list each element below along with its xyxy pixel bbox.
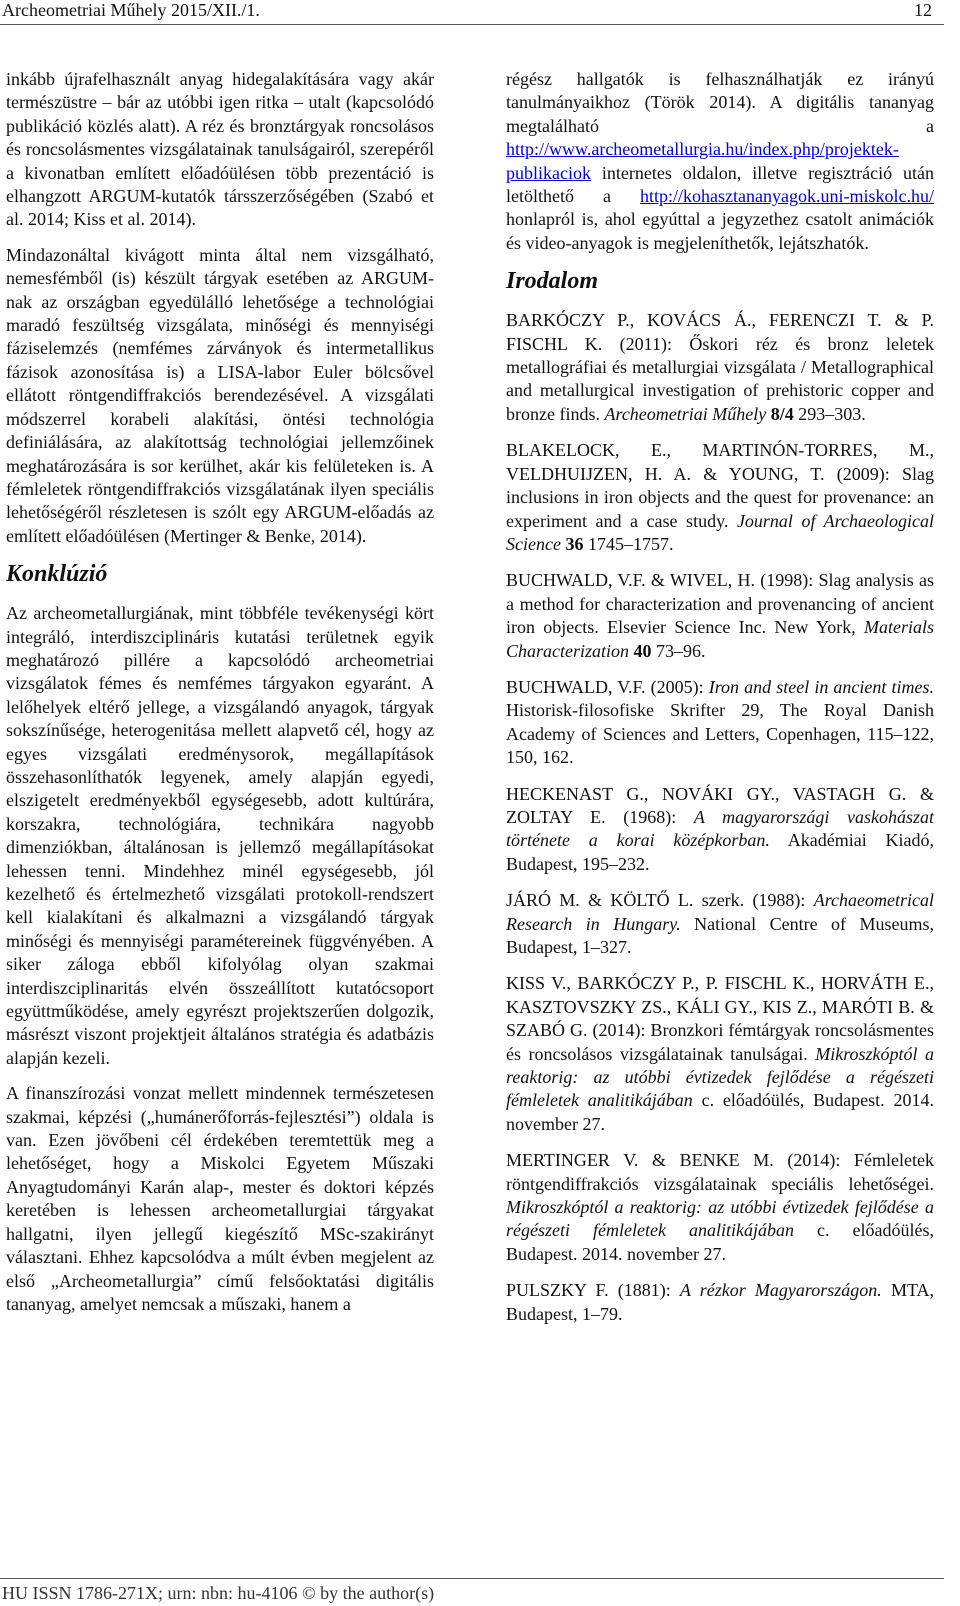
intro-text: honlapról is, ahol egyúttal a jegyzethez csatolt animációk és video-anyagok is megjeleníthetők, lejátszhatók. (506, 209, 934, 253)
reference-item (506, 1149, 934, 1266)
reference-volume: 36 (560, 533, 584, 554)
reference-source: Mikroszkóptól a reaktorig: az utóbbi évtizedek fejlődése a régészeti fémleletek analitikájában (506, 1043, 934, 1111)
journal-title: Archeometriai Műhely 2015/XII./1. (2, 0, 260, 20)
body-paragraph (506, 68, 934, 255)
page-number: 12 (914, 0, 932, 20)
reference-text: KISS V., BARKÓCZY P., P. FISCHL K., HORVÁTH E., KASZTOVSZKY ZS., KÁLI GY., KIS Z., MARÓTI B. & SZABÓ G. (2014): Bronzkori fémtárgyak roncsolásmentes és roncsolásos vizsgálatainak tanulságai. (506, 973, 934, 1064)
reference-item (506, 889, 934, 959)
body-paragraph: Az archeometallurgiának, mint többféle tevékenységi kört integráló, interdiszciplináris kutatási területnek egyik meghatározó pillére a kapcsolódó archeometriai vizsgálatok fémes és nemfémes tárgyakon egyaránt. A lelőhelyek eltérő jellege, a vizsgálandó anyagok, tárgyak sokszínűsége, heterogenitása mellett alapvető cél, hogy az egyes vizsgálati eredménysorok, megállapítások összehasonlíthatók legyenek, amely alapján egyedi, elszigetelt eredményekből egységesebb, adott kultúrára, korszakra, technológiára, technikára nagyobb dimenziókban, általánosan is jellemző megállapításokat lehessen tenni. Mindehhez minél egységesebb, jól kezelhető és értelmezhető vizsgálati protokoll-rendszert kell kialakítani és alkalmazni a vizsgálandó tárgyak minőségi és mennyiségi paramétereinek függvényében. A siker záloga ebből kifolyólag olyan szakmai interdiszciplinaritás elvén összeállított kutatócsoport együttműködése, amely egyrészt projektszerűen dolgozik, másrészt viszont projektjeit általános stratégia és adatbázis alapján kezeli. (6, 603, 434, 1068)
reference-list (506, 309, 934, 1326)
reference-item (506, 309, 934, 426)
reference-item (506, 676, 934, 770)
reference-pages: 73–96. (651, 640, 706, 661)
page-footer (0, 1578, 944, 1606)
reference-pages: Historisk-filosofiske Skrifter 29, The Royal Danish Academy of Sciences and Letters, Copenhagen, 115–122, 150, 162. (506, 700, 934, 768)
intro-text: régész hallgatók is felhasználhatják ez irányú tanulmányaikhoz (Török 2014). A digitális tananyag megtalálható a (506, 69, 934, 136)
reference-pages: 1745–1757. (583, 533, 674, 554)
right-column (506, 68, 934, 1339)
reference-pages: c. előadóülés, Budapest. 2014. november 27. (506, 1220, 934, 1264)
reference-item (506, 783, 934, 877)
reference-text: BUCHWALD, V.F. (2005): (506, 676, 709, 697)
reference-pages: National Centre of Museums, Budapest, 1–327. (506, 913, 934, 957)
archeometallurgia-link[interactable]: http://www.archeometallurgia.hu/index.php/projektek-publikaciok (506, 139, 899, 183)
reference-item (506, 569, 934, 663)
reference-volume: 40 (629, 640, 652, 661)
reference-text: JÁRÓ M. & KÖLTŐ L. szerk. (1988): (506, 890, 814, 911)
reference-text: HECKENAST G., NOVÁKI GY., VASTAGH G. & ZOLTAY E. (1968): (506, 783, 934, 827)
reference-source: Iron and steel in ancient times. (708, 676, 934, 697)
section-heading-references: Irodalom (506, 268, 599, 295)
body-paragraph: inkább újrafelhasznált anyag hidegalakítására vagy akár természüstre – bár az utóbbi igen ritka – utalt (kapcsolódó publikáció közlés alatt). A réz és bronztárgyak roncsolásos és roncsolásmentes vizsgálatainak tanulságairól, szerepéről a kivonatban említett előadóülésen több prezentáció is elhangzott ARGUM-kutatók társszerzőségében (Szabó et al. 2014; Kiss et al. 2014). (6, 69, 434, 230)
page-header (0, 0, 944, 25)
reference-pages: MTA, Budapest, 1–79. (506, 1280, 934, 1324)
reference-pages: 293–303. (793, 403, 866, 424)
reference-item (506, 1279, 934, 1326)
reference-source: A magyarországi vaskohászat története a korai középkorban. (506, 806, 934, 851)
intro-text: internetes oldalon, illetve regisztráció után letölthető a (506, 162, 934, 207)
reference-source: A rézkor Magyarországon. (679, 1280, 882, 1301)
reference-volume: 8/4 (766, 403, 794, 424)
body-paragraph: Mindazonáltal kivágott minta által nem vizsgálható, nemesfémből (is) készült tárgyak esetében az ARGUM-nak az országban egyedülálló lehetősége a technológiai maradó feszültség vizsgálata, minőségi és mennyiségi fáziselemzés (nemfémes zárványok és intermetallikus fázisok azonosítása is) a LISA-labor Euler bölcsővel ellátott röntgendiffrakciós berendezésével. A vizsgálati módszerrel korabeli alakítási, öntési technológia definiálására, az alakítottság technológiai jellemzőinek meghatározására is sor kerülhet, akár kis felületeken is. A fémleletek röntgendiffrakciós vizsgálatának ilyen speciális lehetőségéről részletesen is szólt egy ARGUM-előadás az említett előadóülésen (Mertinger & Benke, 2014). (6, 244, 434, 546)
kohasztananyagok-link[interactable]: http://kohasztananyagok.uni-miskolc.hu/ (640, 186, 934, 207)
reference-source: Materials Characterization (506, 617, 934, 661)
left-column (6, 68, 434, 1328)
reference-pages: c. előadóülés, Budapest. 2014. november 27. (506, 1090, 934, 1134)
reference-source: Mikroszkóptól a reaktorig: az utóbbi évtizedek fejlődése a régészeti fémleletek analitikájában (506, 1197, 934, 1241)
reference-item (506, 972, 934, 1136)
reference-text: BARKÓCZY P., KOVÁCS Á., FERENCZI T. & P. FISCHL K. (2011): Őskori réz és bronz leletek metallográfiai és metallurgiai vizsgálata / Metallographical and metallurgical investigation of prehistoric copper and bronze finds. (506, 310, 934, 424)
reference-text: BLAKELOCK, E., MARTINÓN-TORRES, M., VELDHUIJZEN, H. A. & YOUNG, T. (2009): Slag inclusions in iron objects and the quest for provenance: an experiment and a case study. (506, 440, 934, 531)
reference-source: Archeometriai Műhely (604, 403, 767, 424)
section-heading-conclusion: Konklúzió (6, 561, 108, 588)
reference-source: Archaeometrical Research in Hungary. (506, 890, 934, 934)
reference-source: Journal of Archaeological Science (506, 510, 934, 554)
reference-text: BUCHWALD, V.F. & WIVEL, H. (1998): Slag analysis as a method for characterization and provenancing of ancient iron objects. Elsevier Science Inc. New York, (506, 570, 934, 638)
reference-item (506, 439, 934, 556)
issn-line: HU ISSN 1786-271X; urn: nbn: hu-4106 © by the author(s) (2, 1583, 435, 1603)
reference-pages: Akadémiai Kiadó, Budapest, 195–232. (506, 830, 935, 874)
body-paragraph: A finanszírozási vonzat mellett mindennek természetesen szakmai, képzési („humánerőforrás-fejlesztési”) oldala is van. Ezen jövőbeni cél érdekében teremtettük meg a lehetőséget, hogy a Miskolci Egyetem Műszaki Anyagtudományi Karán alap-, mester és doktori képzés keretében is lehessen archeometallurgiai tárgyakat hallgatni, ilyen jellegű kiegészítő MSc-szakirányt választani. Ehhez kapcsolódva a múlt évben megjelent az első „Archeometallurgia” című felsőoktatási digitális tananyag, amelyet nemcsak a műszaki, hanem a (6, 1083, 434, 1314)
reference-text: MERTINGER V. & BENKE M. (2014): Fémleletek röntgendiffrakciós vizsgálatainak speciális lehetőségei. (506, 1150, 934, 1194)
reference-text: PULSZKY F. (1881): (506, 1280, 680, 1301)
